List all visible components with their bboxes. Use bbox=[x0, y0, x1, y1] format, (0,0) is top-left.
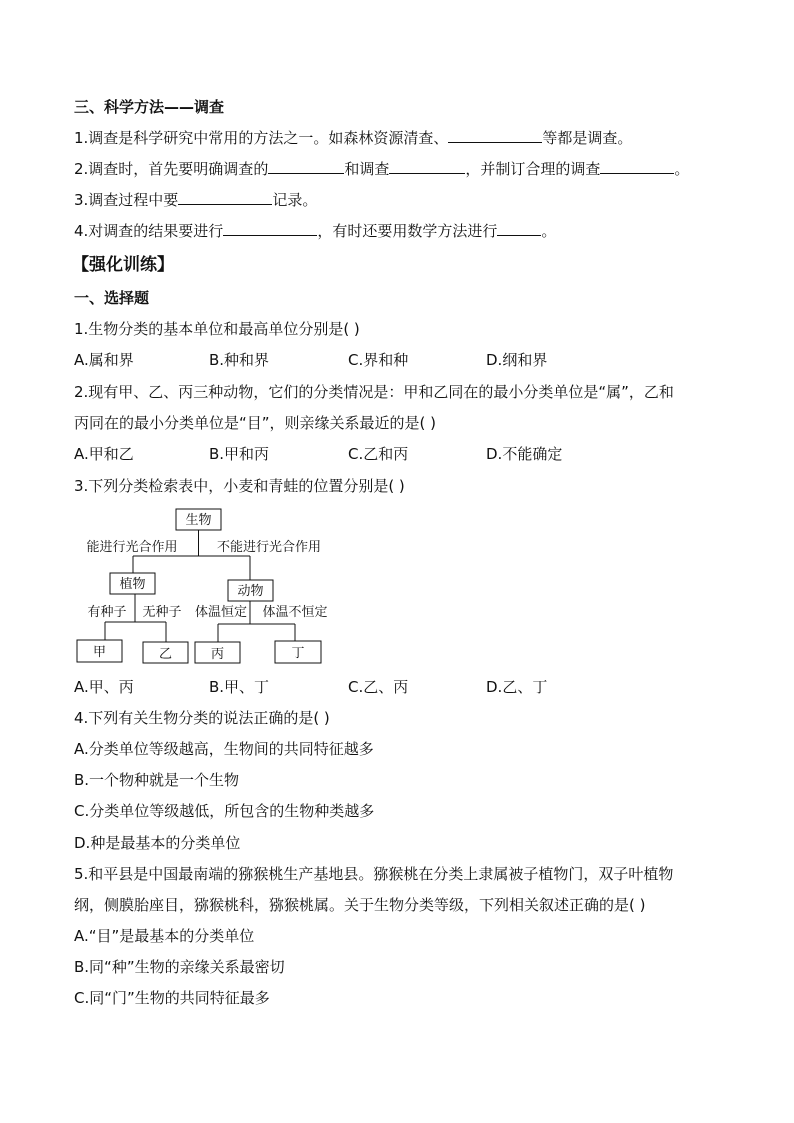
q4-stem: 4.下列有关生物分类的说法正确的是( ) bbox=[74, 709, 330, 727]
q2-text-c: ，并制订合理的调查 bbox=[465, 160, 601, 178]
q2-stem-line1: 2.现有甲、乙、丙三种动物，它们的分类情况是：甲和乙同在的最小分类单位是“属”，乙和 bbox=[74, 383, 674, 401]
q1-option-b[interactable]: B.种和界 bbox=[209, 351, 270, 369]
plant-node-label: 植物 bbox=[119, 577, 146, 592]
q1-option-c[interactable]: C.界和种 bbox=[348, 351, 409, 369]
section3-q3 bbox=[74, 190, 317, 210]
answer-blank[interactable] bbox=[448, 128, 542, 143]
q3-text-a: 3.调查过程中要 bbox=[74, 191, 179, 209]
q4-option-a[interactable]: A.分类单位等级越高，生物间的共同特征越多 bbox=[74, 740, 374, 758]
q3-option-c[interactable]: C.乙、丙 bbox=[348, 678, 409, 696]
branch-label-right: 不能进行光合作用 bbox=[216, 540, 322, 555]
q3-option-b[interactable]: B.甲、丁 bbox=[209, 678, 270, 696]
section3-q4 bbox=[74, 221, 556, 241]
q4-text-b: ，有时还要用数学方法进行 bbox=[317, 222, 498, 240]
q1-option-d[interactable]: D.纲和界 bbox=[486, 351, 548, 369]
q4-option-c[interactable]: C.分类单位等级越低，所包含的生物种类越多 bbox=[74, 802, 375, 820]
q3-option-d[interactable]: D.乙、丁 bbox=[486, 678, 548, 696]
classification-key-diagram bbox=[70, 503, 350, 668]
q3-option-a[interactable]: A.甲、丙 bbox=[74, 678, 134, 696]
q1-stem: 1.生物分类的基本单位和最高单位分别是( ) bbox=[74, 320, 360, 338]
answer-blank[interactable] bbox=[178, 190, 272, 205]
q2-option-c[interactable]: C.乙和丙 bbox=[348, 445, 409, 463]
answer-blank[interactable] bbox=[600, 159, 674, 174]
q5-option-a[interactable]: A.“目”是最基本的分类单位 bbox=[74, 927, 255, 945]
q4-option-d[interactable]: D.种是最基本的分类单位 bbox=[74, 834, 241, 852]
section3-q2 bbox=[74, 159, 689, 179]
leaf-node-label-2: 乙 bbox=[158, 647, 173, 662]
q5-option-b[interactable]: B.同“种”生物的亲缘关系最密切 bbox=[74, 958, 285, 976]
animal-branch-right: 体温不恒定 bbox=[262, 605, 328, 620]
root-node-label: 生物 bbox=[185, 513, 212, 528]
q2-text-a: 2.调查时，首先要明确调查的 bbox=[74, 160, 269, 178]
plant-branch-left: 有种子 bbox=[87, 605, 127, 620]
q2-text-d: 。 bbox=[674, 160, 690, 178]
q3-stem: 3.下列分类检索表中，小麦和青蛙的位置分别是( ) bbox=[74, 477, 405, 495]
q1-text-a: 1.调查是科学研究中常用的方法之一。如森林资源清查、 bbox=[74, 129, 449, 147]
q5-option-c[interactable]: C.同“门”生物的共同特征最多 bbox=[74, 989, 270, 1007]
q1-option-a[interactable]: A.属和界 bbox=[74, 351, 134, 369]
leaf-node-label-4: 丁 bbox=[291, 646, 305, 661]
animal-branch-left: 体温恒定 bbox=[194, 605, 248, 620]
q5-stem-line1: 5.和平县是中国最南端的猕猴桃生产基地县。猕猴桃在分类上隶属被子植物门，双子叶植物 bbox=[74, 865, 674, 883]
q1-text-b: 等都是调查。 bbox=[542, 129, 633, 147]
answer-blank[interactable] bbox=[497, 221, 541, 236]
q4-option-b[interactable]: B.一个物种就是一个生物 bbox=[74, 771, 240, 789]
branch-label-left: 能进行光合作用 bbox=[86, 540, 178, 555]
training-title: 【强化训练】 bbox=[72, 255, 174, 275]
q2-option-d[interactable]: D.不能确定 bbox=[486, 445, 563, 463]
animal-node-label: 动物 bbox=[237, 584, 264, 599]
leaf-node-label-1: 甲 bbox=[92, 645, 107, 660]
q2-text-b: 和调查 bbox=[344, 160, 390, 178]
leaf-node-label-3: 丙 bbox=[210, 647, 225, 662]
part1-title: 一、选择题 bbox=[74, 289, 150, 307]
q2-option-a[interactable]: A.甲和乙 bbox=[74, 445, 134, 463]
answer-blank[interactable] bbox=[389, 159, 465, 174]
q2-option-b[interactable]: B.甲和丙 bbox=[209, 445, 270, 463]
q2-stem-line2: 丙同在的最小分类单位是“目”，则亲缘关系最近的是( ) bbox=[74, 414, 437, 432]
q4-text-a: 4.对调查的结果要进行 bbox=[74, 222, 224, 240]
answer-blank[interactable] bbox=[268, 159, 344, 174]
section3-q1 bbox=[74, 128, 632, 148]
answer-blank[interactable] bbox=[223, 221, 317, 236]
plant-branch-right: 无种子 bbox=[142, 605, 182, 620]
q3-text-b: 记录。 bbox=[272, 191, 318, 209]
q5-stem-line2: 纲，侧膜胎座目，猕猴桃科，猕猴桃属。关于生物分类等级，下列相关叙述正确的是( ) bbox=[74, 896, 646, 914]
section-title: 三、科学方法——调查 bbox=[74, 98, 225, 116]
q4-text-c: 。 bbox=[541, 222, 557, 240]
